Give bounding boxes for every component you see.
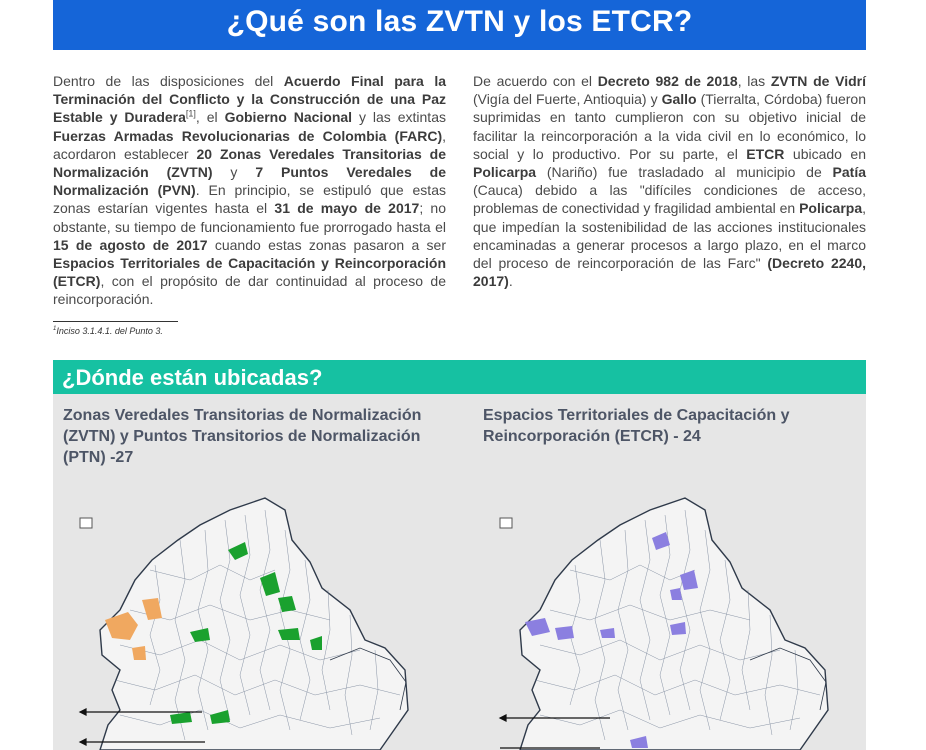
right-column-text-run: (Nariño) fue trasladado al municipio de	[536, 164, 833, 181]
left-column-text-run: , con el propósito de dar continuidad al proceso de reincorporación.	[53, 273, 446, 308]
left-column-text-run: Espacios Territoriales de Capacitación y Reincorporación (ETCR)	[53, 255, 446, 290]
right-column-text-run: Decreto 982 de 2018	[597, 73, 738, 89]
left-column-text-run: [1]	[185, 108, 196, 119]
right-column-text-run: ZVTN de Vidrí	[770, 73, 866, 89]
left-column-text-run: ; no obstante, su tiempo de funcionamiento fue prorrogado hasta el	[53, 200, 447, 235]
right-column-text-run: , que impedían la sostenibilidad de las acciones institucionales encaminadas a generar procesos a largo plazo, en el marco del proceso de reincorporación de las Farc"	[473, 200, 867, 272]
left-column-text-run: Fuerzas Armadas Revolucionarias de Colombia (FARC)	[53, 127, 443, 144]
footnote-text: Inciso 3.1.4.1. del Punto 3.	[56, 326, 163, 336]
right-map-title: Espacios Territoriales de Capacitación y Reincorporación (ETCR) - 24	[483, 407, 790, 445]
right-column-text-run: Policarpa	[473, 164, 537, 181]
footnote-marker: 1	[53, 326, 57, 332]
left-column-text-run: 7 Puntos Veredales de Normalización (PVN)	[53, 164, 446, 199]
footnote	[53, 324, 163, 337]
etcr-map	[480, 470, 860, 750]
left-column-text-run: 20 Zonas Veredales Transitorias de Normalización (ZVTN)	[53, 145, 446, 181]
map-legend-icon	[500, 518, 512, 528]
left-column-text-run: . En principio, se estipuló que estas zonas estarían vigentes hasta el	[53, 182, 446, 217]
left-column-text-run: cuando estas zonas pasaron a ser	[207, 236, 447, 253]
right-column-text-run: De acuerdo con el	[473, 73, 598, 89]
right-column-text-run: Gallo	[661, 91, 697, 108]
colombia-map-outline	[520, 498, 828, 750]
map-legend-icon	[80, 518, 92, 528]
right-column-text-run: Patía	[832, 164, 866, 181]
right-column-text-run: Policarpa	[799, 200, 863, 217]
zvtn-map	[60, 470, 440, 750]
left-column-text-run: 31 de mayo de 2017	[274, 200, 420, 217]
left-column-text-run: Dentro de las disposiciones del	[53, 73, 284, 89]
right-column-text-run: (Cauca) debido a las "difíciles condiciones de acceso, problemas de conectividad y fragilidad ambiental en	[473, 182, 866, 217]
right-column-text-run: (Decreto 2240, 2017)	[473, 255, 866, 290]
right-column-text-run: ETCR	[746, 145, 785, 162]
left-column-text-run: Gobierno Nacional	[224, 109, 353, 126]
left-column-text-run: y las extintas	[352, 109, 446, 126]
left-column-text-run: , el	[195, 109, 225, 126]
left-column-text	[53, 72, 446, 309]
right-column-text-run: , las	[737, 73, 771, 89]
left-column-text-run: Acuerdo Final para la Terminación del Conflicto y la Construcción de una Paz Estable y Duradera	[53, 73, 446, 126]
page-title: ¿Qué son las ZVTN y los ETCR?	[53, 0, 866, 50]
left-column-text-run: y	[212, 164, 256, 181]
left-column-text-run: , acordaron establecer	[53, 127, 446, 162]
footnote-divider	[53, 321, 178, 322]
left-column-text-run: 15 de agosto de 2017	[53, 236, 208, 253]
right-column-text-run: ubicado en	[784, 145, 866, 162]
section-title: ¿Dónde están ubicadas?	[53, 360, 866, 394]
right-column-text	[473, 72, 866, 290]
right-column-text-run: (Tierralta, Córdoba) fueron suprimidas en tanto cumplieron con su objetivo inicial de facilitar la reincorporación a la vida civil en lo económico, lo social y lo productivo. Por su parte, el	[473, 91, 866, 162]
right-column-text-run: .	[508, 273, 513, 290]
right-column-text-run: (Vigía del Fuerte, Antioquia) y	[473, 91, 662, 108]
left-map-title: Zonas Veredales Transitorias de Normalización (ZVTN) y Puntos Transitorios de Normalización (PTN) -27	[63, 407, 422, 466]
